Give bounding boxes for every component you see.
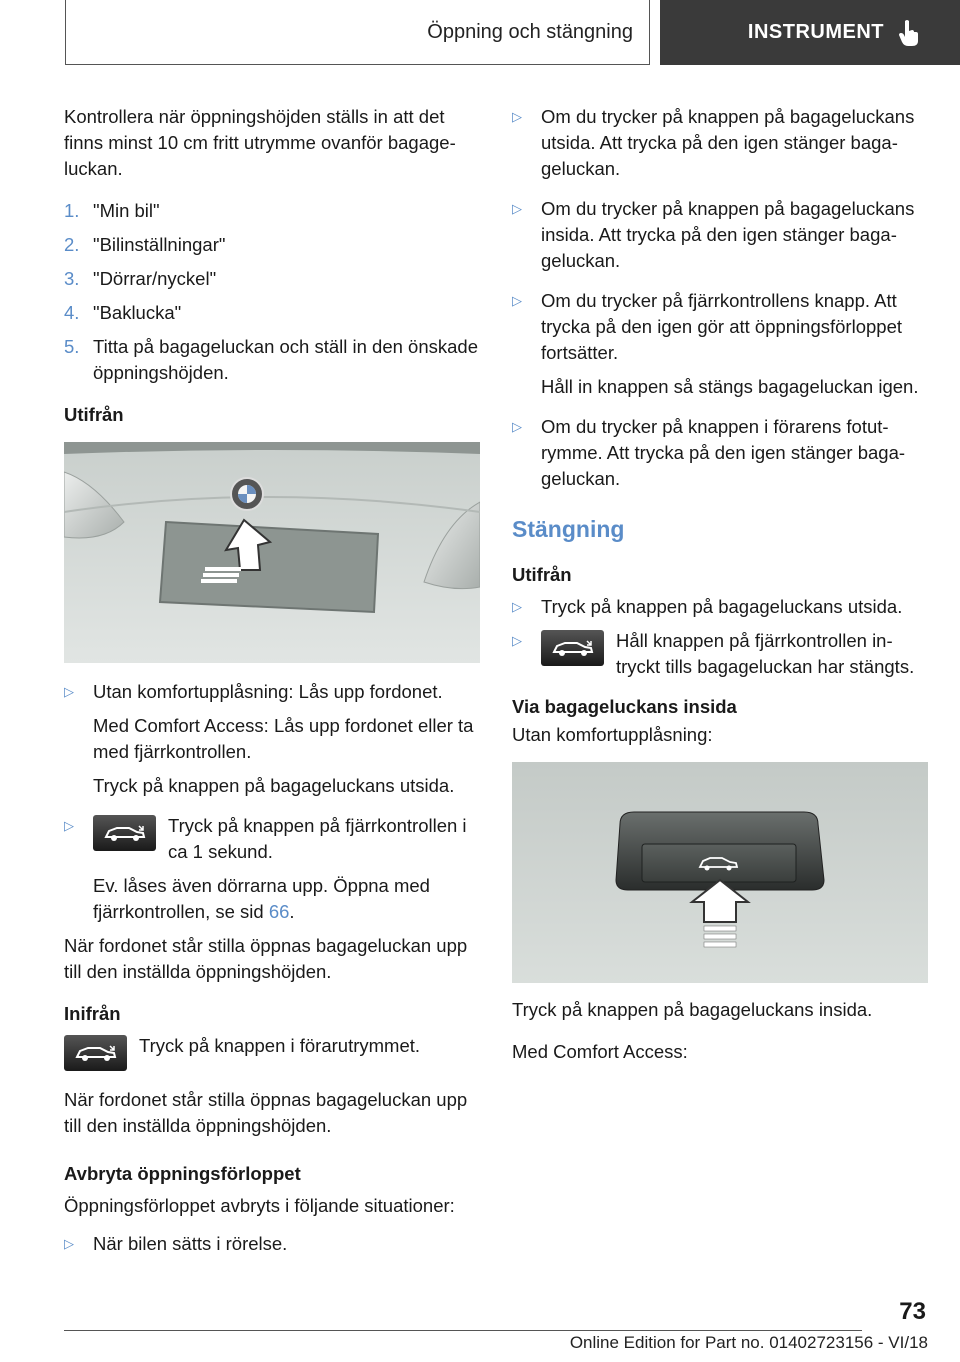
list-item [64,813,480,925]
text: Utan komfortupplåsning: Lås upp fordonet. [93,681,443,702]
bullet-triangle-icon: ▷ [64,1236,74,1251]
text: Tryck på knappen på bagageluckans utsida. [93,775,455,796]
bullet-triangle-icon: ▷ [64,684,74,699]
text: När fordonet står stilla öppnas bagageluckan upp till den inställda öppningshöjden. [64,935,468,982]
bullet-triangle-icon: ▷ [512,599,522,614]
hand-pointer-icon [898,19,920,47]
outside-heading: Utifrån [64,404,124,425]
right-column [512,104,928,1081]
list-item [512,104,928,182]
outside-heading: Utifrån [512,564,572,585]
list-item [64,679,480,799]
trunk-exterior-illustration [64,442,480,663]
list-item [64,300,480,326]
bullet-triangle-icon: ▷ [512,201,522,216]
step-text: "Min bil" [93,200,160,221]
bullet-triangle-icon: ▷ [512,633,522,648]
section-header [65,0,650,65]
car-trunk-icon [541,630,604,666]
text: . [289,901,295,922]
list-item [64,232,480,258]
text: Med Comfort Access: Lås upp fordonet eller ta med fjärrkontrollen. [93,715,474,762]
car-trunk-icon [93,815,156,851]
step-text: "Bilinställningar" [93,234,226,255]
left-column [64,104,480,1271]
outside-open-list [64,679,480,925]
list-item [512,594,928,620]
list-item [512,196,928,274]
chapter-title: INSTRUMENT [747,21,884,43]
abort-list [64,1231,480,1257]
text: Utan komfortupplåsning: [512,724,713,745]
text: Om du trycker på knappen i förarens fotutrymme. Att trycka på den igen stänger bagageluckan. [541,416,906,489]
step-number: 2. [64,234,80,255]
text: Ev. låses även dörrarna upp. Öppna med fjärrkontrollen, se sid [93,875,430,922]
text: När bilen sätts i rörelse. [93,1233,288,1254]
page-number: 73 [899,1298,926,1325]
bullet-triangle-icon: ▷ [512,109,522,124]
inside-heading: Inifrån [64,1003,121,1024]
step-number: 1. [64,200,80,221]
step-text: Titta på bagageluckan och ställ in den önskade öppningshöjden. [93,336,478,383]
text: Om du trycker på fjärrkontrollens knapp. Att trycka på den igen gör att öppningsförloppet fortsätter. [541,290,902,363]
intro-text: Kontrollera när öppningshöjden ställs in att det finns minst 10 cm fritt utrymme ovanför bagageluckan. [64,106,456,179]
text: När fordonet står stilla öppnas bagageluckan upp till den inställda öppningshöjden. [64,1089,468,1136]
abort-heading: Avbryta öppningsförloppet [64,1163,301,1184]
steps-list [64,198,480,386]
step-text: "Baklucka" [93,302,182,323]
bullet-triangle-icon: ▷ [512,293,522,308]
text: Öppningsförloppet avbryts i följande situationer: [64,1195,455,1216]
text: Tryck på knappen i förarutrymmet. [139,1035,421,1056]
step-number: 3. [64,268,80,289]
footer-divider [64,1330,862,1331]
text: Tryck på knappen på bagageluckans insida. [512,999,873,1020]
bullet-triangle-icon: ▷ [512,419,522,434]
closing-list [512,594,928,680]
text: Tryck på knappen på fjärrkontrollen i ca 1 sekund. [168,815,467,862]
trunk-inside-button-illustration [512,762,928,983]
step-text: "Dörrar/nyckel" [93,268,217,289]
text: Håll in knappen så stängs bagageluckan igen. [541,376,919,397]
bullet-triangle-icon: ▷ [64,818,74,833]
list-item [64,198,480,224]
section-title: Öppning och stängning [427,20,633,43]
chapter-tab[interactable] [660,0,960,65]
text: Tryck på knappen på bagageluckans utsida. [541,596,903,617]
car-trunk-icon [64,1035,127,1071]
closing-heading: Stängning [512,516,625,542]
text: Om du trycker på knappen på bagageluckans insida. Att trycka på den igen stänger bagageluckan. [541,198,915,271]
list-item [64,334,480,386]
text: Om du trycker på knappen på bagageluckans utsida. Att trycka på den igen stänger bagageluckan. [541,106,915,179]
page-link[interactable]: 66 [268,901,290,922]
step-number: 4. [64,302,80,323]
list-item [64,1231,480,1257]
list-item [512,288,928,400]
list-item [512,628,928,680]
step-number: 5. [64,336,80,357]
list-item [64,266,480,292]
list-item [512,414,928,492]
via-heading: Via bagageluckans insida [512,696,737,717]
footer-edition: Online Edition for Part no. 01402723156 - VI/18 [569,1333,928,1352]
text [93,873,480,925]
text: Med Comfort Access: [512,1041,688,1062]
abort-cases-list [512,104,928,492]
text: Håll knappen på fjärrkontrollen intryckt tills bagageluckan har stängts. [616,630,915,677]
